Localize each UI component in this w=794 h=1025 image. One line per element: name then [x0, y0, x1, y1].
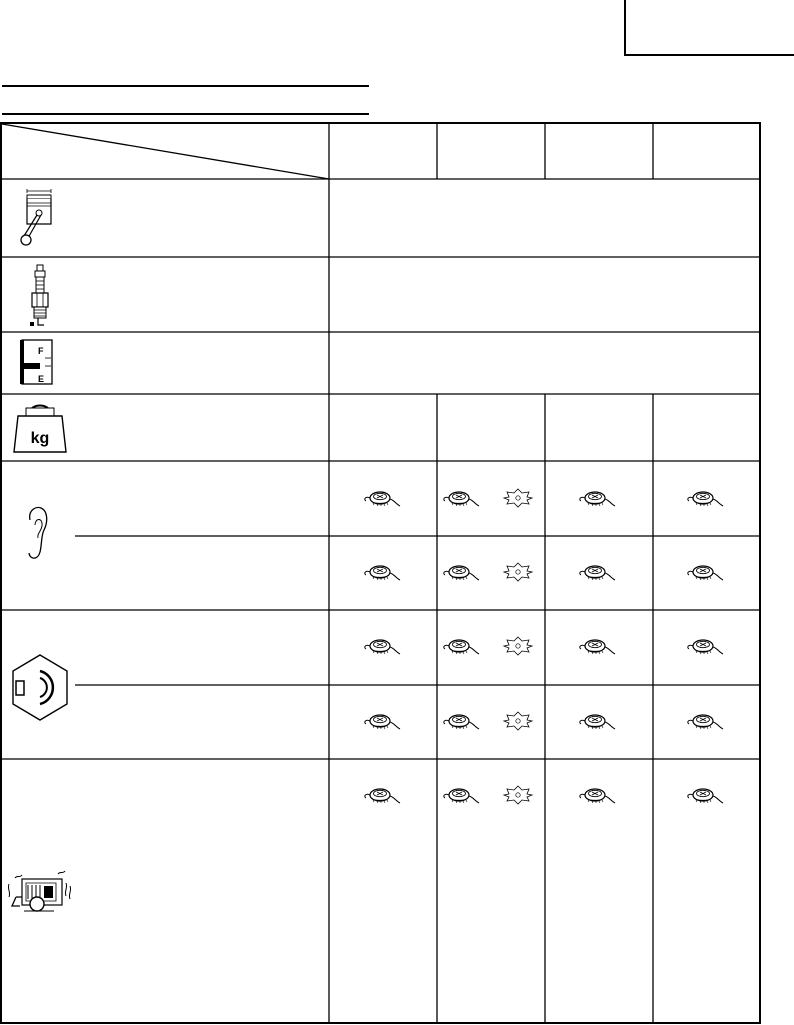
attachments-sound-power-b — [365, 712, 723, 730]
nylon-cutting-head-icon — [688, 492, 723, 506]
attachments-sound-power-a — [365, 637, 723, 655]
nylon-cutting-head-icon — [580, 640, 615, 654]
nylon-cutting-head-icon — [688, 640, 723, 654]
spark-plug-icon — [30, 265, 48, 326]
nylon-cutting-head-icon — [365, 715, 400, 729]
nylon-cutting-head-icon — [365, 640, 400, 654]
nylon-cutting-head-icon — [444, 566, 479, 580]
piston-icon — [21, 189, 51, 245]
nylon-cutting-head-icon — [688, 789, 723, 803]
nylon-cutting-head-icon — [688, 566, 723, 580]
attachments-sound-level-b — [365, 563, 723, 581]
nylon-cutting-head-icon — [444, 715, 479, 729]
nylon-cutting-head-icon — [444, 492, 479, 506]
vibrating-engine-icon — [8, 871, 70, 911]
plastic-blade-icon — [504, 637, 532, 655]
gauge-full-label: F — [38, 346, 44, 356]
nylon-cutting-head-icon — [580, 492, 615, 506]
plastic-blade-icon — [504, 786, 532, 804]
plastic-blade-icon — [504, 712, 532, 730]
nylon-cutting-head-icon — [444, 640, 479, 654]
nylon-cutting-head-icon — [365, 492, 400, 506]
weight-unit-label: kg — [30, 430, 50, 447]
plastic-blade-icon — [504, 563, 532, 581]
nylon-cutting-head-icon — [580, 566, 615, 580]
attachments-sound-level-a — [365, 489, 723, 507]
attachments-vibration — [365, 786, 723, 804]
weight-kg-icon — [14, 406, 66, 453]
nylon-cutting-head-icon — [365, 789, 400, 803]
nylon-cutting-head-icon — [580, 715, 615, 729]
gauge-empty-label: E — [38, 374, 45, 384]
nylon-cutting-head-icon — [688, 715, 723, 729]
nylon-cutting-head-icon — [580, 789, 615, 803]
ear-icon — [29, 508, 47, 559]
sound-hex-icon — [13, 655, 67, 720]
nylon-cutting-head-icon — [444, 789, 479, 803]
plastic-blade-icon — [504, 489, 532, 507]
fuel-gauge-icon — [22, 340, 52, 384]
nylon-cutting-head-icon — [365, 566, 400, 580]
